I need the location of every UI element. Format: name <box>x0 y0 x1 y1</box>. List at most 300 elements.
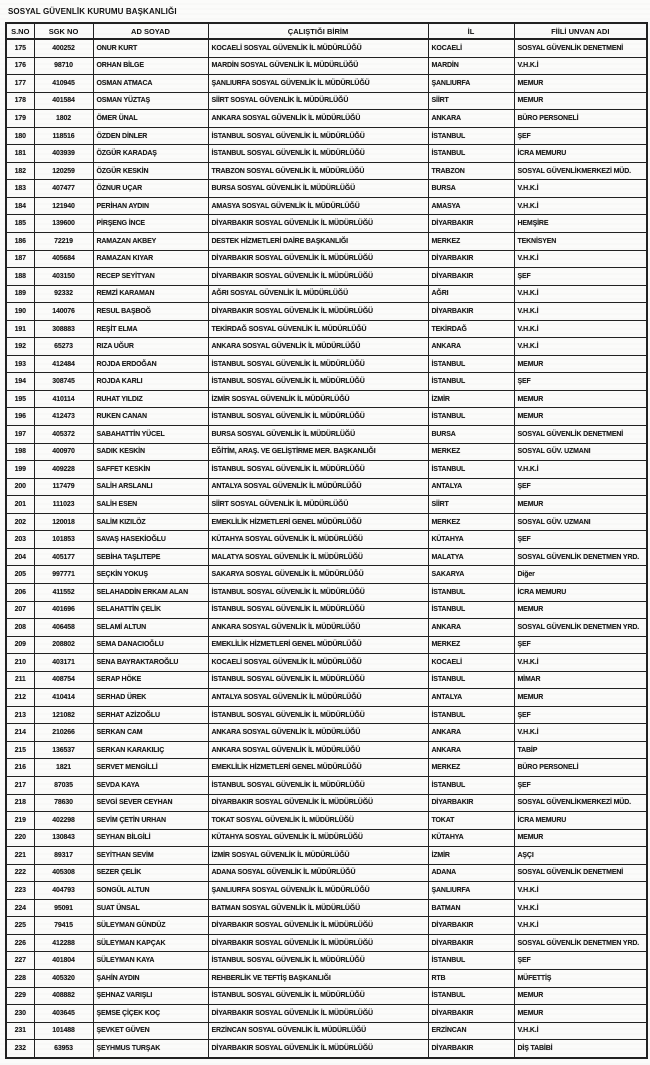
cell-calistigi-birim: İSTANBUL SOSYAL GÜVENLİK İL MÜDÜRLÜĞÜ <box>208 952 428 970</box>
table-row <box>6 127 647 145</box>
table-row <box>6 75 647 93</box>
cell-ad-soyad: SÜLEYMAN GÜNDÜZ <box>93 917 208 935</box>
cell-calistigi-birim: BURSA SOSYAL GÜVENLİK İL MÜDÜRLÜĞÜ <box>208 426 428 444</box>
cell-il: SİİRT <box>428 92 514 110</box>
cell-il: İZMİR <box>428 390 514 408</box>
cell-ad-soyad: REMZİ KARAMAN <box>93 285 208 303</box>
cell-calistigi-birim: KÜTAHYA SOSYAL GÜVENLİK İL MÜDÜRLÜĞÜ <box>208 829 428 847</box>
cell-fiili-unvan: V.H.K.İ <box>514 899 647 917</box>
cell-sno: 199 <box>6 461 34 479</box>
cell-il: KOCAELİ <box>428 654 514 672</box>
cell-ad-soyad: SENA BAYRAKTAROĞLU <box>93 654 208 672</box>
cell-il: BURSA <box>428 426 514 444</box>
cell-ad-soyad: ŞEMSE ÇİÇEK KOÇ <box>93 1005 208 1023</box>
cell-il: İSTANBUL <box>428 671 514 689</box>
cell-calistigi-birim: ERZİNCAN SOSYAL GÜVENLİK İL MÜDÜRLÜĞÜ <box>208 1022 428 1040</box>
cell-fiili-unvan: V.H.K.İ <box>514 57 647 75</box>
document-title: SOSYAL GÜVENLİK KURUMU BAŞKANLIĞI <box>8 6 177 17</box>
cell-calistigi-birim: DİYARBAKIR SOSYAL GÜVENLİK İL MÜDÜRLÜĞÜ <box>208 917 428 935</box>
cell-il: MERKEZ <box>428 233 514 251</box>
cell-calistigi-birim: DİYARBAKIR SOSYAL GÜVENLİK İL MÜDÜRLÜĞÜ <box>208 250 428 268</box>
table-row <box>6 215 647 233</box>
cell-sno: 215 <box>6 741 34 759</box>
cell-sno: 229 <box>6 987 34 1005</box>
cell-calistigi-birim: İSTANBUL SOSYAL GÜVENLİK İL MÜDÜRLÜĞÜ <box>208 461 428 479</box>
table-row <box>6 654 647 672</box>
cell-calistigi-birim: İSTANBUL SOSYAL GÜVENLİK İL MÜDÜRLÜĞÜ <box>208 127 428 145</box>
cell-il: İSTANBUL <box>428 952 514 970</box>
cell-ad-soyad: SAVAŞ HASEKİOĞLU <box>93 531 208 549</box>
cell-ad-soyad: SALİH ARSLANLI <box>93 478 208 496</box>
table-row <box>6 443 647 461</box>
cell-ad-soyad: ŞEHNAZ VARIŞLI <box>93 987 208 1005</box>
table-row <box>6 531 647 549</box>
cell-il: DİYARBAKIR <box>428 215 514 233</box>
cell-sgk-no: 117479 <box>34 478 93 496</box>
cell-fiili-unvan: SOSYAL GÜV. UZMANI <box>514 513 647 531</box>
cell-sgk-no: 101853 <box>34 531 93 549</box>
cell-sno: 180 <box>6 127 34 145</box>
cell-il: İSTANBUL <box>428 461 514 479</box>
cell-fiili-unvan: MEMUR <box>514 496 647 514</box>
cell-sgk-no: 408882 <box>34 987 93 1005</box>
cell-calistigi-birim: İSTANBUL SOSYAL GÜVENLİK İL MÜDÜRLÜĞÜ <box>208 671 428 689</box>
table-row <box>6 285 647 303</box>
table-row <box>6 882 647 900</box>
cell-calistigi-birim: MALATYA SOSYAL GÜVENLİK İL MÜDÜRLÜĞÜ <box>208 548 428 566</box>
cell-sgk-no: 1821 <box>34 759 93 777</box>
table-row <box>6 776 647 794</box>
cell-ad-soyad: SALİM KIZILÖZ <box>93 513 208 531</box>
cell-il: DİYARBAKIR <box>428 794 514 812</box>
cell-sno: 202 <box>6 513 34 531</box>
cell-il: İSTANBUL <box>428 583 514 601</box>
cell-ad-soyad: ROJDA ERDOĞAN <box>93 355 208 373</box>
table-row <box>6 601 647 619</box>
cell-ad-soyad: RECEP SEYİTYAN <box>93 268 208 286</box>
cell-fiili-unvan: MEMUR <box>514 829 647 847</box>
table-row <box>6 461 647 479</box>
cell-sno: 192 <box>6 338 34 356</box>
table-header-row <box>6 23 647 39</box>
cell-sgk-no: 404793 <box>34 882 93 900</box>
cell-sno: 207 <box>6 601 34 619</box>
cell-sno: 210 <box>6 654 34 672</box>
cell-fiili-unvan: MEMUR <box>514 689 647 707</box>
cell-fiili-unvan: V.H.K.İ <box>514 320 647 338</box>
cell-ad-soyad: ÖZDEN DİNLER <box>93 127 208 145</box>
table-row <box>6 145 647 163</box>
cell-sgk-no: 406458 <box>34 619 93 637</box>
cell-sno: 193 <box>6 355 34 373</box>
table-row <box>6 233 647 251</box>
cell-sno: 184 <box>6 197 34 215</box>
table-row <box>6 899 647 917</box>
cell-sgk-no: 401584 <box>34 92 93 110</box>
cell-sgk-no: 410945 <box>34 75 93 93</box>
cell-ad-soyad: SELAMİ ALTUN <box>93 619 208 637</box>
cell-ad-soyad: ONUR KURT <box>93 39 208 57</box>
cell-calistigi-birim: İZMİR SOSYAL GÜVENLİK İL MÜDÜRLÜĞÜ <box>208 390 428 408</box>
cell-sgk-no: 65273 <box>34 338 93 356</box>
table-row <box>6 566 647 584</box>
cell-sgk-no: 405684 <box>34 250 93 268</box>
cell-sgk-no: 410114 <box>34 390 93 408</box>
cell-il: MERKEZ <box>428 443 514 461</box>
cell-sgk-no: 118516 <box>34 127 93 145</box>
cell-ad-soyad: RUHAT YILDIZ <box>93 390 208 408</box>
cell-sgk-no: 402298 <box>34 812 93 830</box>
cell-sgk-no: 79415 <box>34 917 93 935</box>
cell-fiili-unvan: V.H.K.İ <box>514 654 647 672</box>
table-row <box>6 987 647 1005</box>
cell-fiili-unvan: ŞEF <box>514 706 647 724</box>
cell-ad-soyad: SELAHATTİN ÇELİK <box>93 601 208 619</box>
cell-il: ANTALYA <box>428 478 514 496</box>
table-row <box>6 671 647 689</box>
cell-sno: 186 <box>6 233 34 251</box>
cell-il: İSTANBUL <box>428 127 514 145</box>
cell-il: AĞRI <box>428 285 514 303</box>
cell-fiili-unvan: SOSYAL GÜVENLİK DENETMEN YRD. <box>514 548 647 566</box>
cell-il: İSTANBUL <box>428 145 514 163</box>
table-row <box>6 496 647 514</box>
cell-sgk-no: 89317 <box>34 847 93 865</box>
cell-sno: 224 <box>6 899 34 917</box>
cell-fiili-unvan: İCRA MEMURU <box>514 583 647 601</box>
table-row <box>6 1040 647 1058</box>
cell-sgk-no: 400970 <box>34 443 93 461</box>
cell-sgk-no: 403645 <box>34 1005 93 1023</box>
cell-sgk-no: 412288 <box>34 934 93 952</box>
column-header: SGK NO <box>34 23 93 39</box>
cell-ad-soyad: SELAHADDİN ERKAM ALAN <box>93 583 208 601</box>
cell-calistigi-birim: SİİRT SOSYAL GÜVENLİK İL MÜDÜRLÜĞÜ <box>208 496 428 514</box>
cell-il: TRABZON <box>428 162 514 180</box>
cell-sno: 203 <box>6 531 34 549</box>
cell-calistigi-birim: İZMİR SOSYAL GÜVENLİK İL MÜDÜRLÜĞÜ <box>208 847 428 865</box>
cell-ad-soyad: ŞEYHMUS TURŞAK <box>93 1040 208 1058</box>
cell-sno: 211 <box>6 671 34 689</box>
cell-il: SAKARYA <box>428 566 514 584</box>
cell-il: ANKARA <box>428 338 514 356</box>
cell-fiili-unvan: V.H.K.İ <box>514 338 647 356</box>
cell-sno: 216 <box>6 759 34 777</box>
cell-sno: 208 <box>6 619 34 637</box>
cell-sgk-no: 136537 <box>34 741 93 759</box>
cell-fiili-unvan: MEMUR <box>514 390 647 408</box>
table-row <box>6 969 647 987</box>
cell-sno: 231 <box>6 1022 34 1040</box>
cell-sgk-no: 121940 <box>34 197 93 215</box>
cell-ad-soyad: SERKAN CAM <box>93 724 208 742</box>
cell-sgk-no: 120018 <box>34 513 93 531</box>
cell-sno: 200 <box>6 478 34 496</box>
cell-sgk-no: 408754 <box>34 671 93 689</box>
cell-sgk-no: 409228 <box>34 461 93 479</box>
cell-calistigi-birim: EĞİTİM, ARAŞ. VE GELİŞTİRME MER. BAŞKANLIĞI <box>208 443 428 461</box>
cell-il: MERKEZ <box>428 636 514 654</box>
cell-fiili-unvan: MEMUR <box>514 408 647 426</box>
cell-sgk-no: 405320 <box>34 969 93 987</box>
cell-il: İSTANBUL <box>428 408 514 426</box>
table-row <box>6 724 647 742</box>
cell-sno: 179 <box>6 110 34 128</box>
table-row <box>6 513 647 531</box>
cell-fiili-unvan: MEMUR <box>514 601 647 619</box>
cell-calistigi-birim: İSTANBUL SOSYAL GÜVENLİK İL MÜDÜRLÜĞÜ <box>208 583 428 601</box>
cell-sno: 181 <box>6 145 34 163</box>
cell-sno: 223 <box>6 882 34 900</box>
cell-sgk-no: 410414 <box>34 689 93 707</box>
cell-il: İSTANBUL <box>428 706 514 724</box>
cell-il: ŞANLIURFA <box>428 75 514 93</box>
cell-sno: 190 <box>6 303 34 321</box>
cell-sgk-no: 140076 <box>34 303 93 321</box>
cell-ad-soyad: PİRŞENG İNCE <box>93 215 208 233</box>
cell-sgk-no: 400252 <box>34 39 93 57</box>
cell-fiili-unvan: SOSYAL GÜVENLİKMERKEZİ MÜD. <box>514 162 647 180</box>
cell-ad-soyad: ÖZNUR UÇAR <box>93 180 208 198</box>
cell-ad-soyad: OSMAN YÜZTAŞ <box>93 92 208 110</box>
cell-fiili-unvan: Diğer <box>514 566 647 584</box>
cell-fiili-unvan: V.H.K.İ <box>514 917 647 935</box>
cell-calistigi-birim: İSTANBUL SOSYAL GÜVENLİK İL MÜDÜRLÜĞÜ <box>208 776 428 794</box>
cell-sno: 213 <box>6 706 34 724</box>
table-row <box>6 197 647 215</box>
cell-sgk-no: 210266 <box>34 724 93 742</box>
cell-sno: 225 <box>6 917 34 935</box>
cell-fiili-unvan: SOSYAL GÜVENLİK DENETMEN YRD. <box>514 619 647 637</box>
cell-il: İSTANBUL <box>428 601 514 619</box>
cell-fiili-unvan: MEMUR <box>514 92 647 110</box>
column-header: İL <box>428 23 514 39</box>
cell-fiili-unvan: AŞÇI <box>514 847 647 865</box>
cell-sgk-no: 130843 <box>34 829 93 847</box>
cell-calistigi-birim: SAKARYA SOSYAL GÜVENLİK İL MÜDÜRLÜĞÜ <box>208 566 428 584</box>
table-row <box>6 408 647 426</box>
cell-sgk-no: 308883 <box>34 320 93 338</box>
cell-ad-soyad: ŞAHİN AYDIN <box>93 969 208 987</box>
table-row <box>6 478 647 496</box>
table-row <box>6 268 647 286</box>
cell-il: İZMİR <box>428 847 514 865</box>
cell-sno: 209 <box>6 636 34 654</box>
cell-il: İSTANBUL <box>428 987 514 1005</box>
cell-sgk-no: 72219 <box>34 233 93 251</box>
cell-calistigi-birim: İSTANBUL SOSYAL GÜVENLİK İL MÜDÜRLÜĞÜ <box>208 706 428 724</box>
cell-calistigi-birim: DİYARBAKIR SOSYAL GÜVENLİK İL MÜDÜRLÜĞÜ <box>208 303 428 321</box>
cell-il: TOKAT <box>428 812 514 830</box>
cell-fiili-unvan: ŞEF <box>514 776 647 794</box>
table-row <box>6 917 647 935</box>
cell-ad-soyad: RAMAZAN KIYAR <box>93 250 208 268</box>
table-row <box>6 741 647 759</box>
column-header: ÇALIŞTIĞI BİRİM <box>208 23 428 39</box>
column-header: FİİLİ UNVAN ADI <box>514 23 647 39</box>
cell-il: ANKARA <box>428 724 514 742</box>
cell-fiili-unvan: SOSYAL GÜVENLİKMERKEZİ MÜD. <box>514 794 647 812</box>
table-row <box>6 636 647 654</box>
cell-calistigi-birim: REHBERLİK VE TEFTİŞ BAŞKANLIĞI <box>208 969 428 987</box>
cell-sno: 201 <box>6 496 34 514</box>
cell-sgk-no: 997771 <box>34 566 93 584</box>
table-row <box>6 829 647 847</box>
table-row <box>6 706 647 724</box>
cell-calistigi-birim: TEKİRDAĞ SOSYAL GÜVENLİK İL MÜDÜRLÜĞÜ <box>208 320 428 338</box>
table-row <box>6 794 647 812</box>
cell-il: ANKARA <box>428 110 514 128</box>
cell-sno: 185 <box>6 215 34 233</box>
cell-calistigi-birim: ANKARA SOSYAL GÜVENLİK İL MÜDÜRLÜĞÜ <box>208 724 428 742</box>
cell-ad-soyad: ÖZGÜR KESKİN <box>93 162 208 180</box>
cell-calistigi-birim: EMEKLİLİK HİZMETLERİ GENEL MÜDÜRLÜĞÜ <box>208 513 428 531</box>
cell-il: DİYARBAKIR <box>428 917 514 935</box>
cell-fiili-unvan: MEMUR <box>514 75 647 93</box>
cell-ad-soyad: RESUL BAŞBOĞ <box>93 303 208 321</box>
table-row <box>6 583 647 601</box>
cell-il: MARDİN <box>428 57 514 75</box>
cell-fiili-unvan: V.H.K.İ <box>514 1022 647 1040</box>
cell-il: RTB <box>428 969 514 987</box>
table-row <box>6 847 647 865</box>
cell-fiili-unvan: V.H.K.İ <box>514 724 647 742</box>
cell-sno: 218 <box>6 794 34 812</box>
cell-il: DİYARBAKIR <box>428 303 514 321</box>
cell-fiili-unvan: İCRA MEMURU <box>514 145 647 163</box>
cell-sgk-no: 407477 <box>34 180 93 198</box>
cell-sno: 176 <box>6 57 34 75</box>
table-row <box>6 934 647 952</box>
cell-sno: 219 <box>6 812 34 830</box>
cell-sno: 204 <box>6 548 34 566</box>
cell-sno: 194 <box>6 373 34 391</box>
cell-fiili-unvan: TEKNİSYEN <box>514 233 647 251</box>
cell-sno: 188 <box>6 268 34 286</box>
cell-ad-soyad: SUAT ÜNSAL <box>93 899 208 917</box>
cell-sno: 177 <box>6 75 34 93</box>
cell-calistigi-birim: İSTANBUL SOSYAL GÜVENLİK İL MÜDÜRLÜĞÜ <box>208 987 428 1005</box>
cell-ad-soyad: RUKEN CANAN <box>93 408 208 426</box>
cell-il: MALATYA <box>428 548 514 566</box>
cell-fiili-unvan: V.H.K.İ <box>514 285 647 303</box>
cell-fiili-unvan: ŞEF <box>514 268 647 286</box>
cell-ad-soyad: ÖZGÜR KARADAŞ <box>93 145 208 163</box>
cell-calistigi-birim: AMASYA SOSYAL GÜVENLİK İL MÜDÜRLÜĞÜ <box>208 197 428 215</box>
cell-calistigi-birim: DİYARBAKIR SOSYAL GÜVENLİK İL MÜDÜRLÜĞÜ <box>208 268 428 286</box>
cell-sno: 226 <box>6 934 34 952</box>
cell-sno: 232 <box>6 1040 34 1058</box>
cell-il: DİYARBAKIR <box>428 1005 514 1023</box>
cell-ad-soyad: SEYİTHAN SEVİM <box>93 847 208 865</box>
cell-sgk-no: 92332 <box>34 285 93 303</box>
cell-il: KÜTAHYA <box>428 829 514 847</box>
cell-sgk-no: 63953 <box>34 1040 93 1058</box>
cell-ad-soyad: ORHAN BİLGE <box>93 57 208 75</box>
cell-sgk-no: 95091 <box>34 899 93 917</box>
table-body <box>6 39 647 1058</box>
cell-il: KÜTAHYA <box>428 531 514 549</box>
cell-calistigi-birim: AĞRI SOSYAL GÜVENLİK İL MÜDÜRLÜĞÜ <box>208 285 428 303</box>
table-row <box>6 338 647 356</box>
cell-sno: 227 <box>6 952 34 970</box>
cell-calistigi-birim: ŞANLIURFA SOSYAL GÜVENLİK İL MÜDÜRLÜĞÜ <box>208 882 428 900</box>
cell-calistigi-birim: İSTANBUL SOSYAL GÜVENLİK İL MÜDÜRLÜĞÜ <box>208 373 428 391</box>
cell-sno: 212 <box>6 689 34 707</box>
table-row <box>6 92 647 110</box>
cell-il: DİYARBAKIR <box>428 1040 514 1058</box>
cell-calistigi-birim: TOKAT SOSYAL GÜVENLİK İL MÜDÜRLÜĞÜ <box>208 812 428 830</box>
cell-ad-soyad: ROJDA KARLI <box>93 373 208 391</box>
cell-calistigi-birim: BATMAN SOSYAL GÜVENLİK İL MÜDÜRLÜĞÜ <box>208 899 428 917</box>
cell-sno: 189 <box>6 285 34 303</box>
cell-sno: 214 <box>6 724 34 742</box>
table-row <box>6 619 647 637</box>
table-row <box>6 57 647 75</box>
cell-sgk-no: 412473 <box>34 408 93 426</box>
table-row <box>6 548 647 566</box>
cell-calistigi-birim: ANKARA SOSYAL GÜVENLİK İL MÜDÜRLÜĞÜ <box>208 741 428 759</box>
cell-sgk-no: 403171 <box>34 654 93 672</box>
cell-sgk-no: 121082 <box>34 706 93 724</box>
cell-il: ANKARA <box>428 619 514 637</box>
cell-ad-soyad: SEZER ÇELİK <box>93 864 208 882</box>
cell-il: KOCAELİ <box>428 39 514 57</box>
cell-calistigi-birim: ADANA SOSYAL GÜVENLİK İL MÜDÜRLÜĞÜ <box>208 864 428 882</box>
cell-calistigi-birim: İSTANBUL SOSYAL GÜVENLİK İL MÜDÜRLÜĞÜ <box>208 601 428 619</box>
cell-fiili-unvan: HEMŞİRE <box>514 215 647 233</box>
cell-il: İSTANBUL <box>428 776 514 794</box>
cell-fiili-unvan: MEMUR <box>514 355 647 373</box>
table-row <box>6 1022 647 1040</box>
cell-ad-soyad: SEYHAN BİLGİLİ <box>93 829 208 847</box>
cell-fiili-unvan: ŞEF <box>514 478 647 496</box>
cell-sno: 196 <box>6 408 34 426</box>
cell-sno: 222 <box>6 864 34 882</box>
table-row <box>6 39 647 57</box>
cell-calistigi-birim: DİYARBAKIR SOSYAL GÜVENLİK İL MÜDÜRLÜĞÜ <box>208 215 428 233</box>
cell-fiili-unvan: V.H.K.İ <box>514 197 647 215</box>
cell-calistigi-birim: DİYARBAKIR SOSYAL GÜVENLİK İL MÜDÜRLÜĞÜ <box>208 794 428 812</box>
table-row <box>6 426 647 444</box>
cell-fiili-unvan: V.H.K.İ <box>514 882 647 900</box>
cell-calistigi-birim: EMEKLİLİK HİZMETLERİ GENEL MÜDÜRLÜĞÜ <box>208 759 428 777</box>
cell-calistigi-birim: ANKARA SOSYAL GÜVENLİK İL MÜDÜRLÜĞÜ <box>208 110 428 128</box>
cell-calistigi-birim: DİYARBAKIR SOSYAL GÜVENLİK İL MÜDÜRLÜĞÜ <box>208 1040 428 1058</box>
cell-sgk-no: 98710 <box>34 57 93 75</box>
cell-il: SİİRT <box>428 496 514 514</box>
cell-sgk-no: 405372 <box>34 426 93 444</box>
cell-fiili-unvan: MİMAR <box>514 671 647 689</box>
cell-ad-soyad: ŞEVKET GÜVEN <box>93 1022 208 1040</box>
cell-fiili-unvan: SOSYAL GÜVENLİK DENETMEN YRD. <box>514 934 647 952</box>
cell-fiili-unvan: İCRA MEMURU <box>514 812 647 830</box>
cell-sno: 191 <box>6 320 34 338</box>
cell-ad-soyad: SERVET MENGİLLİ <box>93 759 208 777</box>
cell-sno: 197 <box>6 426 34 444</box>
cell-ad-soyad: SÜLEYMAN KAPÇAK <box>93 934 208 952</box>
cell-calistigi-birim: DİYARBAKIR SOSYAL GÜVENLİK İL MÜDÜRLÜĞÜ <box>208 934 428 952</box>
cell-il: İSTANBUL <box>428 355 514 373</box>
cell-sgk-no: 401804 <box>34 952 93 970</box>
cell-sgk-no: 120259 <box>34 162 93 180</box>
cell-calistigi-birim: İSTANBUL SOSYAL GÜVENLİK İL MÜDÜRLÜĞÜ <box>208 145 428 163</box>
cell-ad-soyad: SERAP HÖKE <box>93 671 208 689</box>
cell-fiili-unvan: V.H.K.İ <box>514 250 647 268</box>
cell-calistigi-birim: ANTALYA SOSYAL GÜVENLİK İL MÜDÜRLÜĞÜ <box>208 478 428 496</box>
cell-sgk-no: 78630 <box>34 794 93 812</box>
cell-il: BATMAN <box>428 899 514 917</box>
